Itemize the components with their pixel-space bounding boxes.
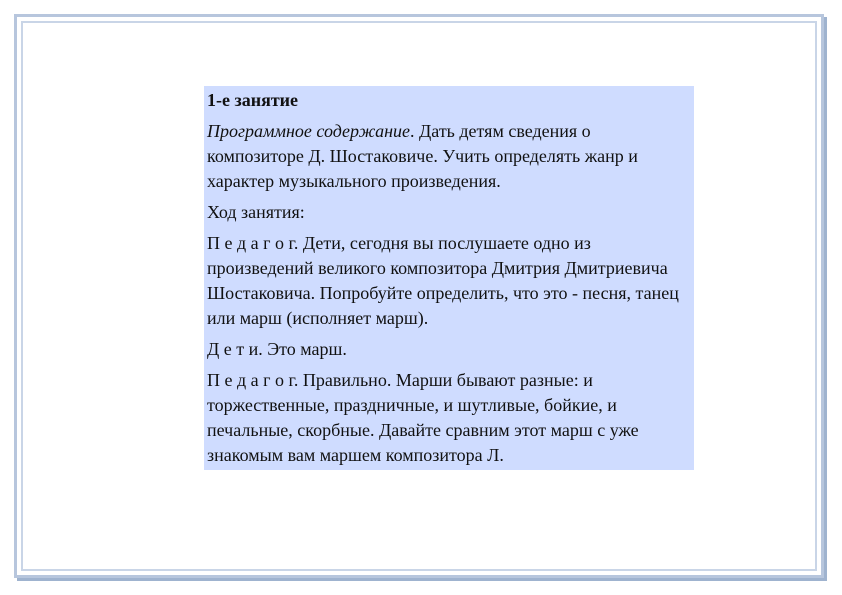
speaker-teacher: П е д а г о г. — [207, 370, 299, 390]
teacher-paragraph-1 — [207, 231, 692, 331]
teacher-text-2: Правильно. Марши бывают разные: и торжественные, праздничные, и шутливые, бойкие, и печальные, скорбные. Давайте сравним этот марш с уже знакомым вам маршем композитора Л. — [207, 370, 639, 465]
lesson-course-label: Ход занятия: — [207, 202, 305, 222]
program-content-label: Программное содержание — [207, 121, 411, 141]
lesson-heading: 1-е занятие — [207, 90, 299, 110]
children-text: Это марш. — [262, 339, 347, 359]
program-content-paragraph — [207, 119, 692, 194]
children-paragraph — [207, 337, 692, 362]
teacher-text-1: Дети, сегодня вы послушаете одно из произведений великого композитора Дмитрия Дмитриевича Шостаковича. Попробуйте определить, что это - песня, танец или марш (исполняет марш). — [207, 233, 679, 328]
program-content-text: . Дать детям сведения о композиторе Д. Шостаковиче. Учить определять жанр и характер музыкального произведения. — [207, 121, 638, 191]
speaker-teacher: П е д а г о г. — [207, 233, 299, 253]
speaker-children: Д е т и. — [207, 339, 263, 359]
lesson-text-box — [204, 86, 694, 470]
teacher-paragraph-2 — [207, 368, 692, 468]
